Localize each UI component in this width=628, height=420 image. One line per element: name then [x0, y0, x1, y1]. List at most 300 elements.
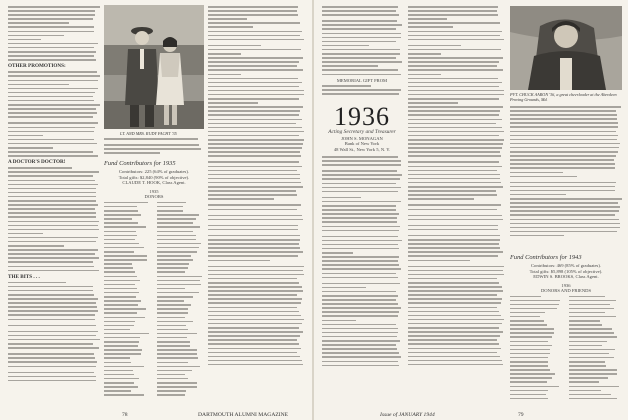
text-row [8, 55, 94, 57]
text-row [157, 235, 196, 237]
right-footer-issue: Issue of JANUARY 1944 [380, 412, 435, 418]
text-row [8, 135, 43, 137]
text-row [208, 31, 302, 33]
class-year: 1936 [334, 102, 390, 131]
text-row [569, 377, 608, 379]
text-row [408, 352, 497, 354]
left-column-1 [8, 6, 100, 384]
text-row [8, 122, 98, 124]
text-row [510, 114, 617, 116]
text-row [157, 394, 185, 396]
text-row [208, 22, 300, 24]
text-row [408, 209, 497, 211]
text-row [322, 307, 401, 309]
text-row [510, 353, 550, 355]
text-row [208, 178, 300, 180]
text-row [104, 345, 138, 347]
text-row [322, 33, 401, 35]
text-row [208, 45, 261, 47]
text-row [157, 222, 193, 224]
text-row [408, 198, 474, 200]
text-row [408, 255, 498, 257]
text-row [510, 143, 620, 145]
text-row [569, 398, 617, 400]
text-row [322, 365, 399, 367]
left-footer-title: DARTMOUTH ALUMNI MAGAZINE [198, 412, 289, 418]
text-row [408, 123, 496, 125]
text-row [208, 69, 303, 71]
text-row [157, 317, 185, 319]
text-row [8, 204, 98, 206]
text-row [569, 312, 605, 314]
text-row [408, 364, 503, 366]
text-row [8, 325, 96, 327]
text-row [322, 41, 396, 43]
text-row [408, 286, 502, 288]
text-row [322, 256, 399, 258]
text-row [157, 243, 201, 245]
left-page-number: 78 [122, 412, 128, 418]
right-column-2 [408, 6, 504, 368]
text-row [208, 143, 303, 145]
text-row [8, 331, 98, 333]
text-row [104, 394, 144, 396]
text-row [322, 160, 401, 162]
text-row [157, 239, 196, 241]
text-row [408, 339, 497, 341]
text-row [510, 176, 577, 178]
text-row [104, 357, 130, 359]
text-row [322, 320, 356, 322]
text-row [322, 213, 399, 215]
text-row [510, 386, 559, 388]
text-row [510, 341, 548, 343]
text-row [408, 90, 504, 92]
text-row [208, 319, 304, 321]
text-row [157, 382, 197, 384]
text-row [408, 235, 500, 237]
text-row [569, 369, 617, 371]
secretary-address-2: 48 Wall St., New York 5, N. Y. [333, 146, 391, 152]
doctor-heading: A DOCTOR'S DOCTOR! [8, 159, 66, 166]
text-row [408, 331, 503, 333]
text-row [510, 369, 550, 371]
text-row [322, 57, 396, 59]
text-row [408, 49, 501, 51]
text-row [569, 361, 605, 363]
text-row [8, 376, 96, 378]
fund-title-1935: Fund Contributors for 1935 [104, 160, 176, 168]
text-row [510, 349, 550, 351]
text-row [8, 212, 96, 214]
text-row [104, 296, 136, 298]
text-row [322, 174, 402, 176]
text-row [104, 362, 131, 364]
text-row [322, 201, 401, 203]
text-row [569, 394, 611, 396]
text-row [510, 223, 620, 225]
text-row [208, 86, 299, 88]
text-row [8, 112, 97, 114]
text-row [8, 26, 94, 28]
text-row [322, 226, 400, 228]
text-row [157, 251, 197, 253]
text-row [322, 303, 398, 305]
text-row [104, 255, 147, 257]
text-row [104, 222, 138, 224]
text-row [208, 174, 300, 176]
text-row [322, 45, 369, 47]
text-row [8, 47, 94, 49]
text-row [208, 315, 301, 317]
text-row [208, 219, 303, 221]
text-row [157, 386, 197, 388]
text-row [104, 156, 204, 158]
text-row [8, 216, 96, 218]
text-row [510, 332, 554, 334]
text-row [510, 398, 548, 400]
text-row [8, 298, 98, 300]
text-row [8, 306, 97, 308]
text-row [8, 71, 97, 73]
text-row [208, 239, 300, 241]
text-row [208, 78, 298, 80]
text-row [8, 184, 98, 186]
text-row [157, 255, 191, 257]
text-row [208, 215, 302, 217]
text-row [8, 245, 64, 247]
text-row [208, 311, 299, 313]
text-row [569, 300, 616, 302]
text-row [208, 65, 297, 67]
text-row [510, 182, 616, 184]
text-row [8, 200, 96, 202]
text-row [408, 194, 497, 196]
text-row [510, 235, 564, 237]
text-row [322, 217, 397, 219]
text-row [408, 243, 499, 245]
text-row [208, 360, 302, 362]
class-year-block [322, 104, 402, 369]
text-row [510, 122, 618, 124]
text-row [510, 219, 619, 221]
text-row [510, 214, 615, 216]
fund-agent-1935: CLAUDE T. HOOK, Class Agent. [122, 180, 186, 186]
text-row [322, 28, 396, 30]
text-row [104, 366, 144, 368]
left-column-2 [104, 138, 204, 398]
text-row [8, 35, 64, 37]
text-row [104, 138, 198, 140]
text-row [8, 294, 94, 296]
text-row [104, 280, 140, 282]
text-row [322, 287, 366, 289]
text-row [569, 349, 615, 351]
text-row [208, 26, 253, 28]
text-row [322, 93, 399, 95]
text-row [408, 174, 500, 176]
text-row [208, 364, 303, 366]
text-row [104, 329, 130, 331]
text-row [8, 286, 93, 288]
text-row [8, 108, 96, 110]
text-row [208, 235, 300, 237]
text-row [157, 308, 188, 310]
text-row [510, 324, 547, 326]
text-row [322, 20, 397, 22]
text-row [322, 209, 396, 211]
text-row [322, 336, 397, 338]
text-row [208, 204, 301, 206]
text-row [569, 316, 616, 318]
text-row [408, 311, 499, 313]
text-row [104, 152, 160, 154]
text-row [510, 365, 548, 367]
text-row [408, 69, 503, 71]
left-page [0, 0, 312, 420]
couple-photo-caption: LT. AND MRS. RUDY FACHT '35 [120, 131, 177, 136]
text-row [104, 263, 132, 265]
text-row [208, 194, 297, 196]
text-row [510, 394, 546, 396]
text-row [322, 248, 399, 250]
text-row [8, 229, 99, 231]
text-row [8, 310, 98, 312]
text-row [510, 377, 552, 379]
text-row [208, 352, 297, 354]
text-row [104, 386, 138, 388]
text-row [408, 260, 470, 262]
text-row [157, 226, 200, 228]
text-row [157, 292, 199, 294]
text-row [208, 135, 299, 137]
text-row [104, 378, 139, 380]
text-row [322, 299, 396, 301]
text-row [157, 337, 187, 339]
text-row [322, 37, 401, 39]
text-row [408, 360, 502, 362]
left-column-3 [208, 6, 304, 368]
text-row [322, 348, 397, 350]
text-row [322, 332, 398, 334]
text-row [322, 328, 398, 330]
text-row [104, 210, 138, 212]
text-row [104, 288, 137, 290]
text-row [157, 362, 188, 364]
text-row [104, 214, 141, 216]
text-row [104, 202, 148, 204]
text-row [208, 225, 298, 227]
text-row [208, 260, 270, 262]
text-row [104, 374, 134, 376]
text-row [208, 147, 302, 149]
text-row [8, 43, 98, 45]
text-row [510, 135, 618, 137]
text-row [208, 166, 302, 168]
text-row [157, 357, 198, 359]
text-row [8, 257, 99, 259]
secretary-address-1: Bank of New York [344, 141, 380, 146]
text-row [322, 252, 353, 254]
text-row [8, 270, 99, 272]
text-row [569, 296, 605, 298]
text-row [408, 114, 499, 116]
text-row [569, 320, 600, 322]
text-row [8, 51, 96, 53]
text-row [408, 102, 458, 104]
text-row [208, 139, 304, 141]
fund-agent-1943: EDWIN S. BROOKS, Class Agent. [533, 274, 599, 279]
text-row [104, 239, 135, 241]
text-row [569, 353, 609, 355]
text-row [510, 126, 618, 128]
text-row [157, 214, 199, 216]
text-row [104, 317, 145, 319]
text-row [569, 373, 617, 375]
text-row [8, 14, 95, 16]
text-row [157, 366, 200, 368]
text-row [157, 325, 186, 327]
text-row [157, 374, 185, 376]
text-row [8, 139, 94, 141]
text-row [157, 304, 191, 306]
text-row [157, 284, 201, 286]
text-row [408, 155, 501, 157]
text-row [510, 231, 617, 233]
fund-total-1943: Total gifts: $5,898 (105% of objective). [529, 268, 603, 274]
text-row [408, 225, 498, 227]
text-row [510, 190, 615, 192]
text-row [157, 345, 190, 347]
tidbits-heading: THE BITS . . . [8, 273, 40, 280]
text-row [8, 237, 98, 239]
text-row [104, 390, 131, 392]
text-row [208, 186, 303, 188]
couple-photo [104, 5, 204, 129]
text-row [8, 147, 53, 149]
text-row [510, 186, 615, 188]
text-row [510, 308, 557, 310]
text-row [208, 335, 300, 337]
text-row [8, 131, 94, 133]
text-row [510, 131, 616, 133]
text-row [569, 345, 602, 347]
text-row [208, 307, 297, 309]
text-row [322, 170, 397, 172]
text-row [569, 328, 612, 330]
text-row [8, 266, 94, 268]
text-row [408, 139, 504, 141]
text-row [569, 365, 606, 367]
text-row [208, 348, 301, 350]
text-row [322, 197, 361, 199]
text-row [322, 221, 397, 223]
text-row [408, 61, 499, 63]
text-row [510, 316, 540, 318]
text-row [8, 167, 72, 169]
text-row [408, 161, 499, 163]
text-row [208, 6, 298, 8]
text-row [510, 147, 619, 149]
text-row [8, 225, 98, 227]
text-row [8, 10, 95, 12]
text-row [510, 320, 544, 322]
text-row [208, 229, 298, 231]
cheerleader-photo-caption: PVT. CHUCK AARON '36, a great cheerleader at the Aberdeen Proving Grounds, Md. [510, 92, 617, 102]
text-row [104, 231, 136, 233]
memorial-gift-heading: MEMORIAL GIFT FROM [336, 77, 388, 83]
text-row [510, 159, 614, 161]
text-row [569, 336, 617, 338]
text-row [157, 329, 188, 331]
text-row [569, 357, 614, 359]
text-row [510, 198, 622, 200]
text-row [408, 327, 499, 329]
text-row [208, 270, 303, 272]
text-row [510, 163, 615, 165]
text-row [408, 26, 453, 28]
text-row [322, 53, 400, 55]
text-row [104, 325, 134, 327]
text-row [208, 90, 304, 92]
text-row [104, 218, 132, 220]
text-row [8, 88, 98, 90]
text-row [322, 69, 398, 71]
text-row [408, 65, 497, 67]
text-row [157, 218, 196, 220]
text-row [569, 304, 610, 306]
text-row [510, 345, 552, 347]
text-row [510, 151, 618, 153]
text-row [408, 348, 501, 350]
text-row [408, 270, 503, 272]
text-row [510, 373, 555, 375]
text-row [208, 290, 303, 292]
text-row [208, 278, 297, 280]
text-row [408, 74, 441, 76]
text-row [208, 302, 301, 304]
text-row [322, 49, 400, 51]
text-row [408, 10, 497, 12]
text-row [157, 247, 199, 249]
text-row [8, 188, 96, 190]
text-row [208, 57, 303, 59]
text-row [208, 266, 304, 268]
fund-contributors-1935: Contributors: 225 (64% of graduates). [118, 169, 190, 175]
text-row [322, 273, 396, 275]
text-row [322, 187, 401, 189]
text-row [157, 210, 183, 212]
cheerleader-photo [510, 6, 622, 90]
text-row [510, 336, 552, 338]
text-row [8, 319, 95, 321]
text-row [208, 61, 299, 63]
text-row [208, 102, 258, 104]
text-row [408, 170, 497, 172]
text-row [104, 267, 133, 269]
fund-total-1935: Total gifts: $2,840 (90% of objective). [118, 174, 190, 180]
text-row [408, 356, 500, 358]
text-row [510, 194, 566, 196]
text-row [8, 127, 95, 129]
text-row [104, 144, 199, 146]
text-row [157, 370, 192, 372]
text-row [569, 324, 602, 326]
text-row [104, 353, 141, 355]
text-row [157, 333, 197, 335]
text-row [569, 341, 607, 343]
text-row [408, 86, 499, 88]
